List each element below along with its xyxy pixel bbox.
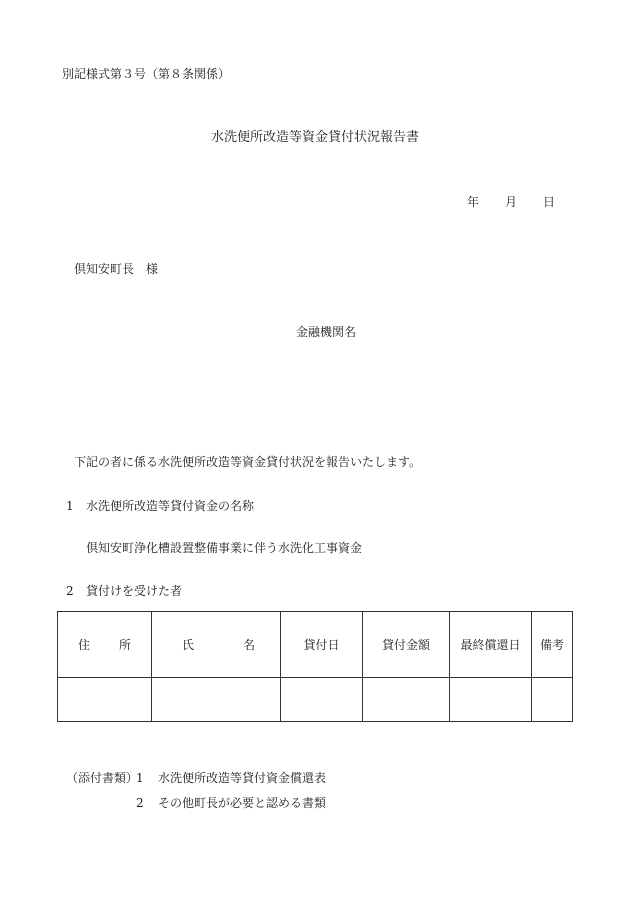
document-title: 水洗便所改造等資金貸付状況報告書 <box>210 130 419 145</box>
attachments-label: （添付書類） <box>66 771 139 785</box>
bank-name-label: 金融機関名 <box>296 325 357 339</box>
table-row <box>58 678 573 722</box>
date-block <box>467 196 555 208</box>
recipient-honorific: 様 <box>146 262 159 276</box>
item2-heading <box>66 585 182 597</box>
item1-heading <box>66 500 254 512</box>
table-header-row <box>58 612 573 678</box>
attachment-item <box>136 772 326 784</box>
intro-text: 下記の者に係る水洗便所改造等資金貸付状況を報告いたします。 <box>74 455 422 469</box>
item1-number: 1 <box>66 499 74 513</box>
header-address-char2: 所 <box>118 638 131 652</box>
header-name <box>152 612 281 678</box>
cell-name[interactable] <box>152 678 281 722</box>
item1-heading-text: 水洗便所改造等貸付資金の名称 <box>86 499 255 513</box>
recipient <box>74 263 158 275</box>
header-loan-amount: 貸付金額 <box>363 612 450 678</box>
form-number: 別記様式第３号（第８条関係） <box>62 67 231 81</box>
header-address <box>58 612 152 678</box>
attachment-text: 水洗便所改造等貸付資金償還表 <box>158 771 327 785</box>
cell-address[interactable] <box>58 678 152 722</box>
header-loan-date: 貸付日 <box>281 612 363 678</box>
header-address-char1: 住 <box>78 638 91 652</box>
cell-final-repayment-date[interactable] <box>450 678 532 722</box>
header-name-char1: 氏 <box>182 638 195 652</box>
cell-loan-amount[interactable] <box>363 678 450 722</box>
header-name-char2: 名 <box>242 638 255 652</box>
attachment-item <box>136 797 326 809</box>
date-day-label: 日 <box>543 195 556 209</box>
attachment-number: 2 <box>136 796 144 810</box>
item2-number: 2 <box>66 584 74 598</box>
cell-loan-date[interactable] <box>281 678 363 722</box>
date-year-label: 年 <box>467 195 480 209</box>
header-final-repayment-date: 最終償還日 <box>450 612 532 678</box>
item2-heading-text: 貸付けを受けた者 <box>86 584 183 598</box>
borrower-table <box>57 611 573 722</box>
recipient-name: 倶知安町長 <box>74 262 135 276</box>
header-remarks: 備考 <box>532 612 573 678</box>
date-month-label: 月 <box>505 195 518 209</box>
attachment-number: 1 <box>136 771 144 785</box>
item1-value: 倶知安町浄化槽設置整備事業に伴う水洗化工事資金 <box>86 541 363 555</box>
cell-remarks[interactable] <box>532 678 573 722</box>
attachment-text: その他町長が必要と認める書類 <box>158 796 327 810</box>
